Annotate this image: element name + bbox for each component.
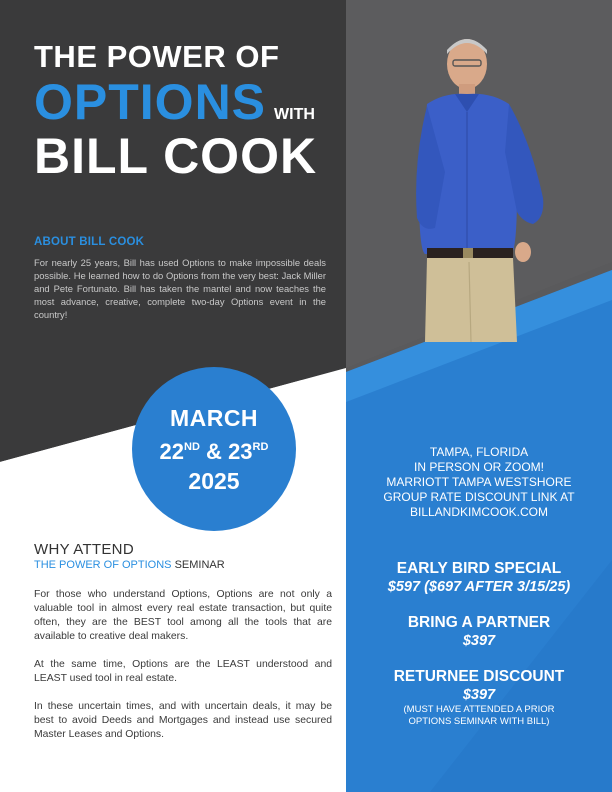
returnee-note-1: (MUST HAVE ATTENDED A PRIOR <box>403 704 555 715</box>
website-link[interactable]: BILLANDKIMCOOK.COM <box>409 505 549 519</box>
speaker-photo <box>405 22 565 342</box>
event-date-badge <box>132 367 296 531</box>
event-day2-suffix: RD <box>252 440 269 453</box>
partner-price: $397 <box>462 633 496 649</box>
event-days <box>160 432 269 467</box>
why-paragraph-3: In these uncertain times, and with uncertain deals, it may be best to avoid Deeds and Mortgages and instead use secured Master Leases and Options. <box>34 701 332 740</box>
why-paragraph-1: For those who understand Options, Options are not only a valuable tool in almost every real estate transaction, but quite often, they are the BEST tool among all the tools that are available to creative deal makers. <box>34 589 332 642</box>
event-year: 2025 <box>188 467 240 494</box>
about-body: For nearly 25 years, Bill has used Options to make impossible deals possible. He learned how to do Options from the very best: Jack Miller and Pete Fortunato. Bill has taken the mantel and now teaches the most advance, creative, complete two-day Options event in the country! <box>34 257 326 320</box>
why-attend-subtitle <box>34 559 225 571</box>
event-day2: 23 <box>228 438 253 464</box>
location-mode: IN PERSON OR ZOOM! <box>413 460 544 474</box>
why-attend-body <box>34 588 332 756</box>
returnee-label: RETURNEE DISCOUNT <box>393 668 565 685</box>
event-day1: 22 <box>159 438 185 464</box>
headline-options: OPTIONS <box>34 74 267 130</box>
location-city: TAMPA, FLORIDA <box>429 445 529 459</box>
event-location <box>346 445 612 520</box>
event-month: MARCH <box>169 404 259 431</box>
why-attend-title: WHY ATTEND <box>34 541 134 558</box>
headline-line1: THE POWER OF <box>34 39 280 74</box>
returnee-note-2: OPTIONS SEMINAR WITH BILL) <box>408 716 550 727</box>
headline-with: WITH <box>274 106 315 123</box>
event-day1-suffix: ND <box>184 440 200 453</box>
headline-name: BILL COOK <box>34 128 318 184</box>
event-amp: & <box>206 438 222 464</box>
price-returnee <box>346 668 612 728</box>
seminar-name: THE POWER OF OPTIONS <box>34 559 172 571</box>
returnee-price: $397 <box>462 687 496 703</box>
headline-line2 <box>34 76 334 128</box>
price-early-bird <box>346 560 612 596</box>
price-partner <box>346 614 612 650</box>
early-bird-label: EARLY BIRD SPECIAL <box>396 560 562 577</box>
pricing <box>346 560 612 746</box>
headline <box>34 40 334 184</box>
location-discount: GROUP RATE DISCOUNT LINK AT <box>383 490 575 504</box>
seminar-suffix: SEMINAR <box>171 559 225 571</box>
about-title: ABOUT BILL COOK <box>34 236 145 248</box>
why-paragraph-2: At the same time, Options are the LEAST understood and LEAST used tool in real estate. <box>34 659 332 684</box>
early-bird-price: $597 ($697 AFTER 3/15/25) <box>387 579 571 595</box>
location-venue: MARRIOTT TAMPA WESTSHORE <box>386 475 572 489</box>
partner-label: BRING A PARTNER <box>407 614 551 631</box>
